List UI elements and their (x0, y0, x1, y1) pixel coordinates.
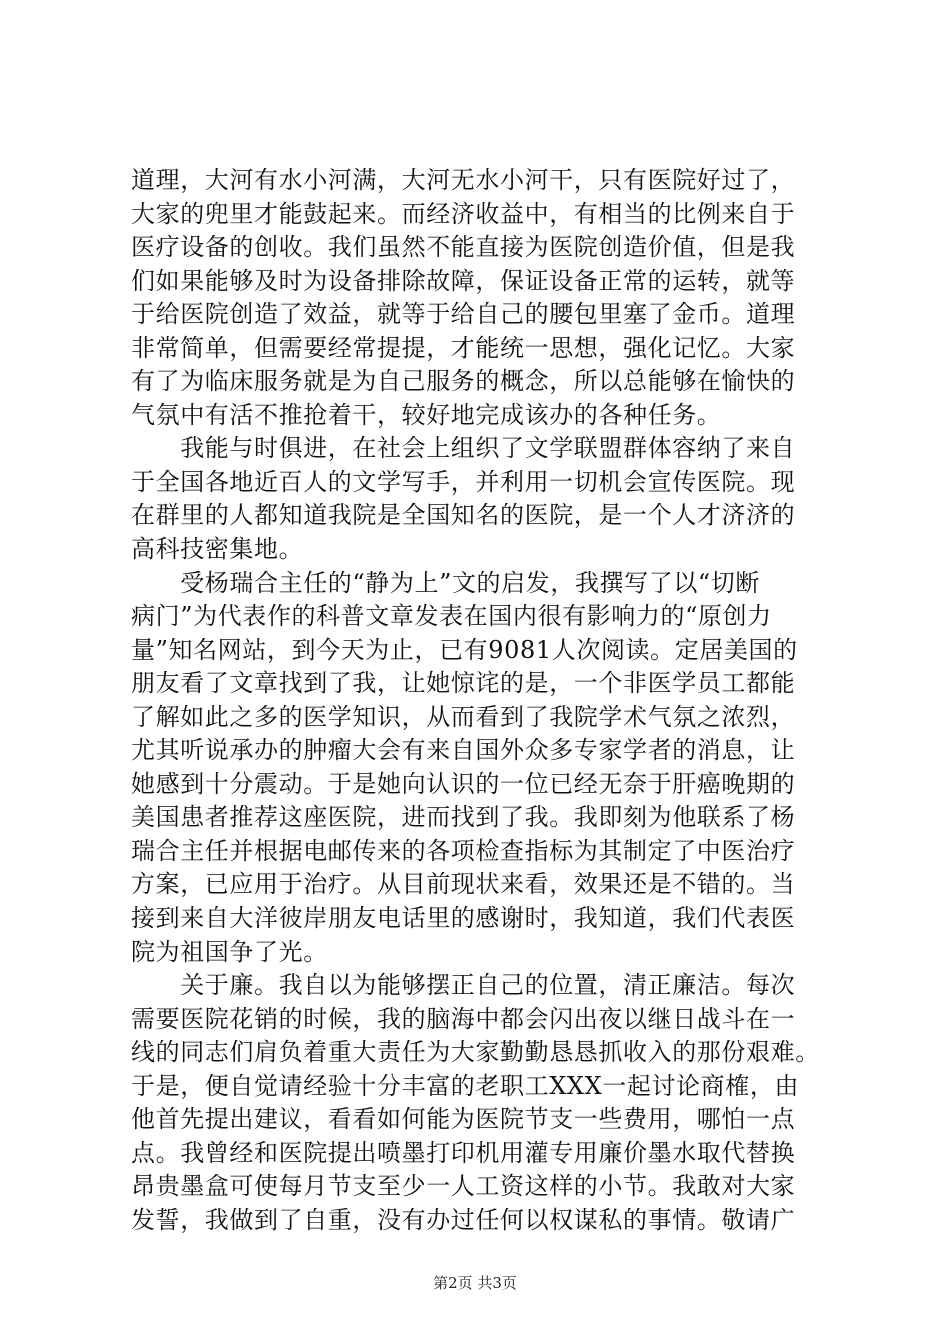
text-line: 非常简单，但需要经常提提，才能统一思想，强化记忆。大家 (131, 333, 796, 362)
text-line: 线的同志们肩负着重大责任为大家勤勤恳恳抓收入的那份艰难。 (131, 1038, 820, 1067)
text-line: 方案，已应用于治疗。从目前现状来看，效果还是不错的。当 (131, 870, 796, 899)
text-line: 我能与时俱进，在社会上组织了文学联盟群体容纳了来自 (131, 434, 796, 463)
text-line: 发誓，我做到了自重，没有办过任何以权谋私的事情。敬请广 (131, 1205, 796, 1234)
text-line: 尤其听说承办的肿瘤大会有来自国外众多专家学者的消息，让 (131, 736, 796, 765)
text-line: 她感到十分震动。于是她向认识的一位已经无奈于肝癌晚期的 (131, 769, 796, 798)
text-line: 了解如此之多的医学知识，从而看到了我院学术气氛之浓烈， (131, 702, 796, 731)
text-line: 受杨瑞合主任的“静为上”文的启发，我撰写了以“切断 (131, 568, 761, 597)
text-line: 气氛中有活不推抢着干，较好地完成该办的各种任务。 (131, 400, 722, 429)
text-line: 病门”为代表作的科普文章发表在国内很有影响力的“原创力 (131, 602, 772, 631)
text-line: 接到来自大洋彼岸朋友电话里的感谢时，我知道，我们代表医 (131, 904, 796, 933)
text-line: 美国患者推荐这座医院，进而找到了我。我即刻为他联系了杨 (131, 803, 796, 832)
text-line: 昂贵墨盒可使每月节支至少一人工资这样的小节。我敢对大家 (131, 1172, 796, 1201)
text-line: 于是，便自觉请经验十分丰富的老职工XXX一起讨论商榷，由 (131, 1071, 800, 1100)
text-line: 朋友看了文章找到了我，让她惊诧的是，一个非医学员工都能 (131, 669, 796, 698)
text-line: 量”知名网站，到今天为止，已有9081人次阅读。定居美国的 (131, 635, 798, 664)
text-line: 大家的兜里才能鼓起来。而经济收益中，有相当的比例来自于 (131, 199, 796, 228)
text-line: 于全国各地近百人的文学写手，并利用一切机会宣传医院。现 (131, 467, 796, 496)
text-line: 瑞合主任并根据电邮传来的各项检查指标为其制定了中医治疗 (131, 836, 796, 865)
text-line: 他首先提出建议，看看如何能为医院节支一些费用，哪怕一点 (131, 1105, 796, 1134)
text-line: 医疗设备的创收。我们虽然不能直接为医院创造价值，但是我 (131, 233, 796, 262)
text-line: 们如果能够及时为设备排除故障，保证设备正常的运转，就等 (131, 266, 796, 295)
page-number-label: 第2页 共3页 (433, 1274, 517, 1292)
text-line: 道理，大河有水小河满，大河无水小河干，只有医院好过了， (131, 166, 796, 194)
text-line: 点。我曾经和医院提出喷墨打印机用灌专用廉价墨水取代替换 (131, 1138, 796, 1167)
text-line: 于给医院创造了效益，就等于给自己的腰包里塞了金币。道理 (131, 300, 796, 329)
text-line: 关于廉。我自以为能够摆正自己的位置，清正廉洁。每次 (131, 971, 796, 1000)
page-footer (0, 1273, 950, 1293)
body-text (131, 164, 831, 1238)
text-line: 需要医院花销的时候，我的脑海中都会闪出夜以继日战斗在一 (131, 1004, 796, 1033)
text-line: 在群里的人都知道我院是全国知名的医院，是一个人才济济的 (131, 501, 796, 530)
text-line: 院为祖国争了光。 (131, 937, 328, 966)
text-line: 有了为临床服务就是为自己服务的概念，所以总能够在愉快的 (131, 367, 796, 396)
text-line: 高科技密集地。 (131, 535, 304, 564)
